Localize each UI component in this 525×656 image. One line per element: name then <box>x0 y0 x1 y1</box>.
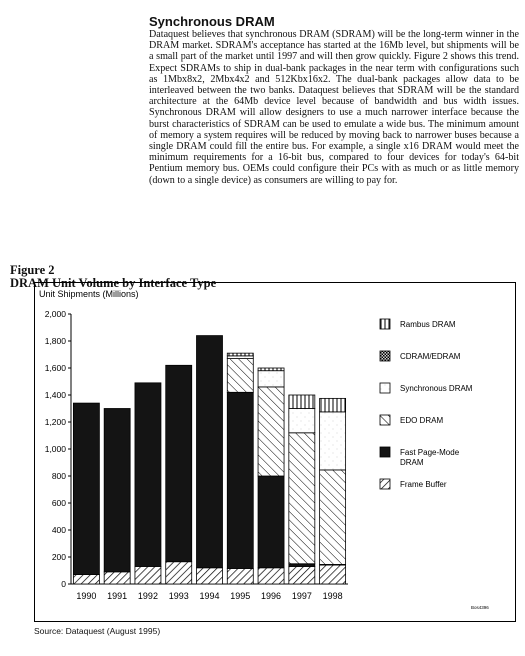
bar-segment-rambus-dram <box>320 398 346 412</box>
bar-segment-edo-dram <box>320 470 346 565</box>
bar-segment-frame-buffer <box>135 566 161 584</box>
bar-segment-fast-page-mode-dram <box>166 365 192 561</box>
bar-segment-edo-dram <box>227 359 253 393</box>
bar-segment-frame-buffer <box>197 568 223 584</box>
y-tick-label: 1,400 <box>44 390 66 400</box>
x-tick-label: 1997 <box>291 591 312 601</box>
x-tick-label: 1995 <box>230 591 251 601</box>
figure-label: Figure 2 <box>10 263 55 277</box>
x-tick-label: 1990 <box>76 591 97 601</box>
legend-swatch-cdram-edram <box>380 351 390 361</box>
bar-segment-synchronous-dram <box>227 356 253 359</box>
figure-title: DRAM Unit Volume by Interface Type <box>10 276 217 290</box>
bar-segment-fast-page-mode-dram <box>104 409 130 572</box>
bar-segment-fast-page-mode-dram <box>197 336 223 568</box>
bar-segment-frame-buffer <box>227 568 253 584</box>
figure-code: Bos4396 <box>471 605 489 610</box>
y-tick-label: 1,800 <box>44 336 66 346</box>
bars <box>73 336 345 584</box>
x-tick-label: 1998 <box>322 591 343 601</box>
chart-frame <box>34 282 516 622</box>
bar-segment-frame-buffer <box>104 572 130 584</box>
x-axis-ticks <box>76 591 342 601</box>
section-heading: Synchronous DRAM <box>149 14 275 29</box>
bar-segment-rambus-dram <box>289 395 315 409</box>
x-tick-label: 1991 <box>107 591 128 601</box>
bar-segment-frame-buffer <box>320 565 346 584</box>
legend-swatch-frame-buffer <box>380 479 390 489</box>
bar-stack-1990 <box>73 403 99 584</box>
y-tick-label: 2,000 <box>44 309 66 319</box>
y-tick-label: 600 <box>51 498 66 508</box>
legend-label-frame-buffer: Frame Buffer <box>400 480 447 489</box>
bar-stack-1992 <box>135 383 161 584</box>
y-tick-label: 800 <box>51 471 66 481</box>
legend-label-synchronous-dram: Synchronous DRAM <box>400 384 473 393</box>
bar-segment-synchronous-dram <box>258 371 284 387</box>
source-note: Source: Dataquest (August 1995) <box>34 626 161 636</box>
y-axis-title: Unit Shipments (Millions) <box>39 289 139 299</box>
y-tick-label: 1,000 <box>44 444 66 454</box>
bar-segment-frame-buffer <box>73 575 99 584</box>
bar-stack-1998 <box>320 398 346 584</box>
x-tick-label: 1993 <box>168 591 189 601</box>
bar-stack-1995 <box>227 353 253 584</box>
bar-segment-edo-dram <box>289 433 315 564</box>
legend-swatch-fast-page-mode-dram <box>380 447 390 457</box>
bar-stack-1996 <box>258 368 284 584</box>
bar-segment-fast-page-mode-dram <box>73 403 99 574</box>
bar-segment-frame-buffer <box>166 562 192 584</box>
bar-segment-edo-dram <box>258 387 284 476</box>
bar-segment-synchronous-dram <box>320 412 346 470</box>
bar-segment-synchronous-dram <box>289 409 315 433</box>
y-tick-label: 0 <box>61 579 66 589</box>
x-tick-label: 1996 <box>261 591 282 601</box>
bar-stack-1997 <box>289 395 315 584</box>
legend-label-rambus-dram: Rambus DRAM <box>400 320 456 329</box>
bar-stack-1994 <box>197 336 223 584</box>
bar-segment-fast-page-mode-dram <box>227 392 253 568</box>
y-tick-label: 1,200 <box>44 417 66 427</box>
bar-segment-rambus-dram <box>258 368 284 371</box>
y-axis-ticks <box>45 309 71 589</box>
legend-label-fast-page-mode-dram: Fast Page-Mode DRAM <box>400 448 460 467</box>
legend-swatch-rambus-dram <box>380 319 390 329</box>
bar-stack-1993 <box>166 365 192 584</box>
x-tick-label: 1992 <box>137 591 158 601</box>
legend-label-cdram-edram: CDRAM/EDRAM <box>400 352 461 361</box>
bar-segment-fast-page-mode-dram <box>258 476 284 568</box>
legend-label-edo-dram: EDO DRAM <box>400 416 444 425</box>
bar-segment-fast-page-mode-dram <box>135 383 161 567</box>
bar-stack-1991 <box>104 409 130 585</box>
legend-swatch-synchronous-dram <box>380 383 390 393</box>
body-paragraph: Dataquest believes that synchronous DRAM (SDRAM) will be the long-term winner in the DRAM market. SDRAM's acceptance has started at the 16Mb level, but shipments will be a small part of the market until 1997 and will then grow quickly. Figure 2 shows this trend. Expect SDRAMs to ship in dual-bank packages in the near term with configurations such as 1Mbx8x2, 2Mbx4x2 and 512Kbx16x2. The dual-bank packages allow data to be interleaved between the two banks. Dataquest believes that SDRAM will be the standard architecture at the 64Mb device level because of bandwidth and bus width issues. Synchronous DRAM will allow designers to use a much narrower interface because the burst characteristics of SDRAM can be used to emulate a wide bus. The minimum amount of memory a system requires will be reduced by moving back to narrower buses because a single DRAM could fill the entire bus. For example, a single x16 DRAM would meet the minimum requirements for a 16-bit bus, compared to four devices for today's 64-bit Pentium memory bus. OEMs could configure their PCs with as much or as little memory (down to a single device) as consumers are willing to pay for. <box>149 29 519 186</box>
bar-segment-fast-page-mode-dram <box>289 564 315 567</box>
y-tick-label: 200 <box>51 552 66 562</box>
bar-segment-frame-buffer <box>289 566 315 584</box>
x-tick-label: 1994 <box>199 591 220 601</box>
legend <box>380 319 473 489</box>
bar-segment-rambus-dram <box>227 353 253 356</box>
stacked-bar-chart <box>35 283 515 621</box>
y-tick-label: 400 <box>51 525 66 535</box>
bar-segment-frame-buffer <box>258 568 284 584</box>
y-tick-label: 1,600 <box>44 363 66 373</box>
legend-swatch-edo-dram <box>380 415 390 425</box>
